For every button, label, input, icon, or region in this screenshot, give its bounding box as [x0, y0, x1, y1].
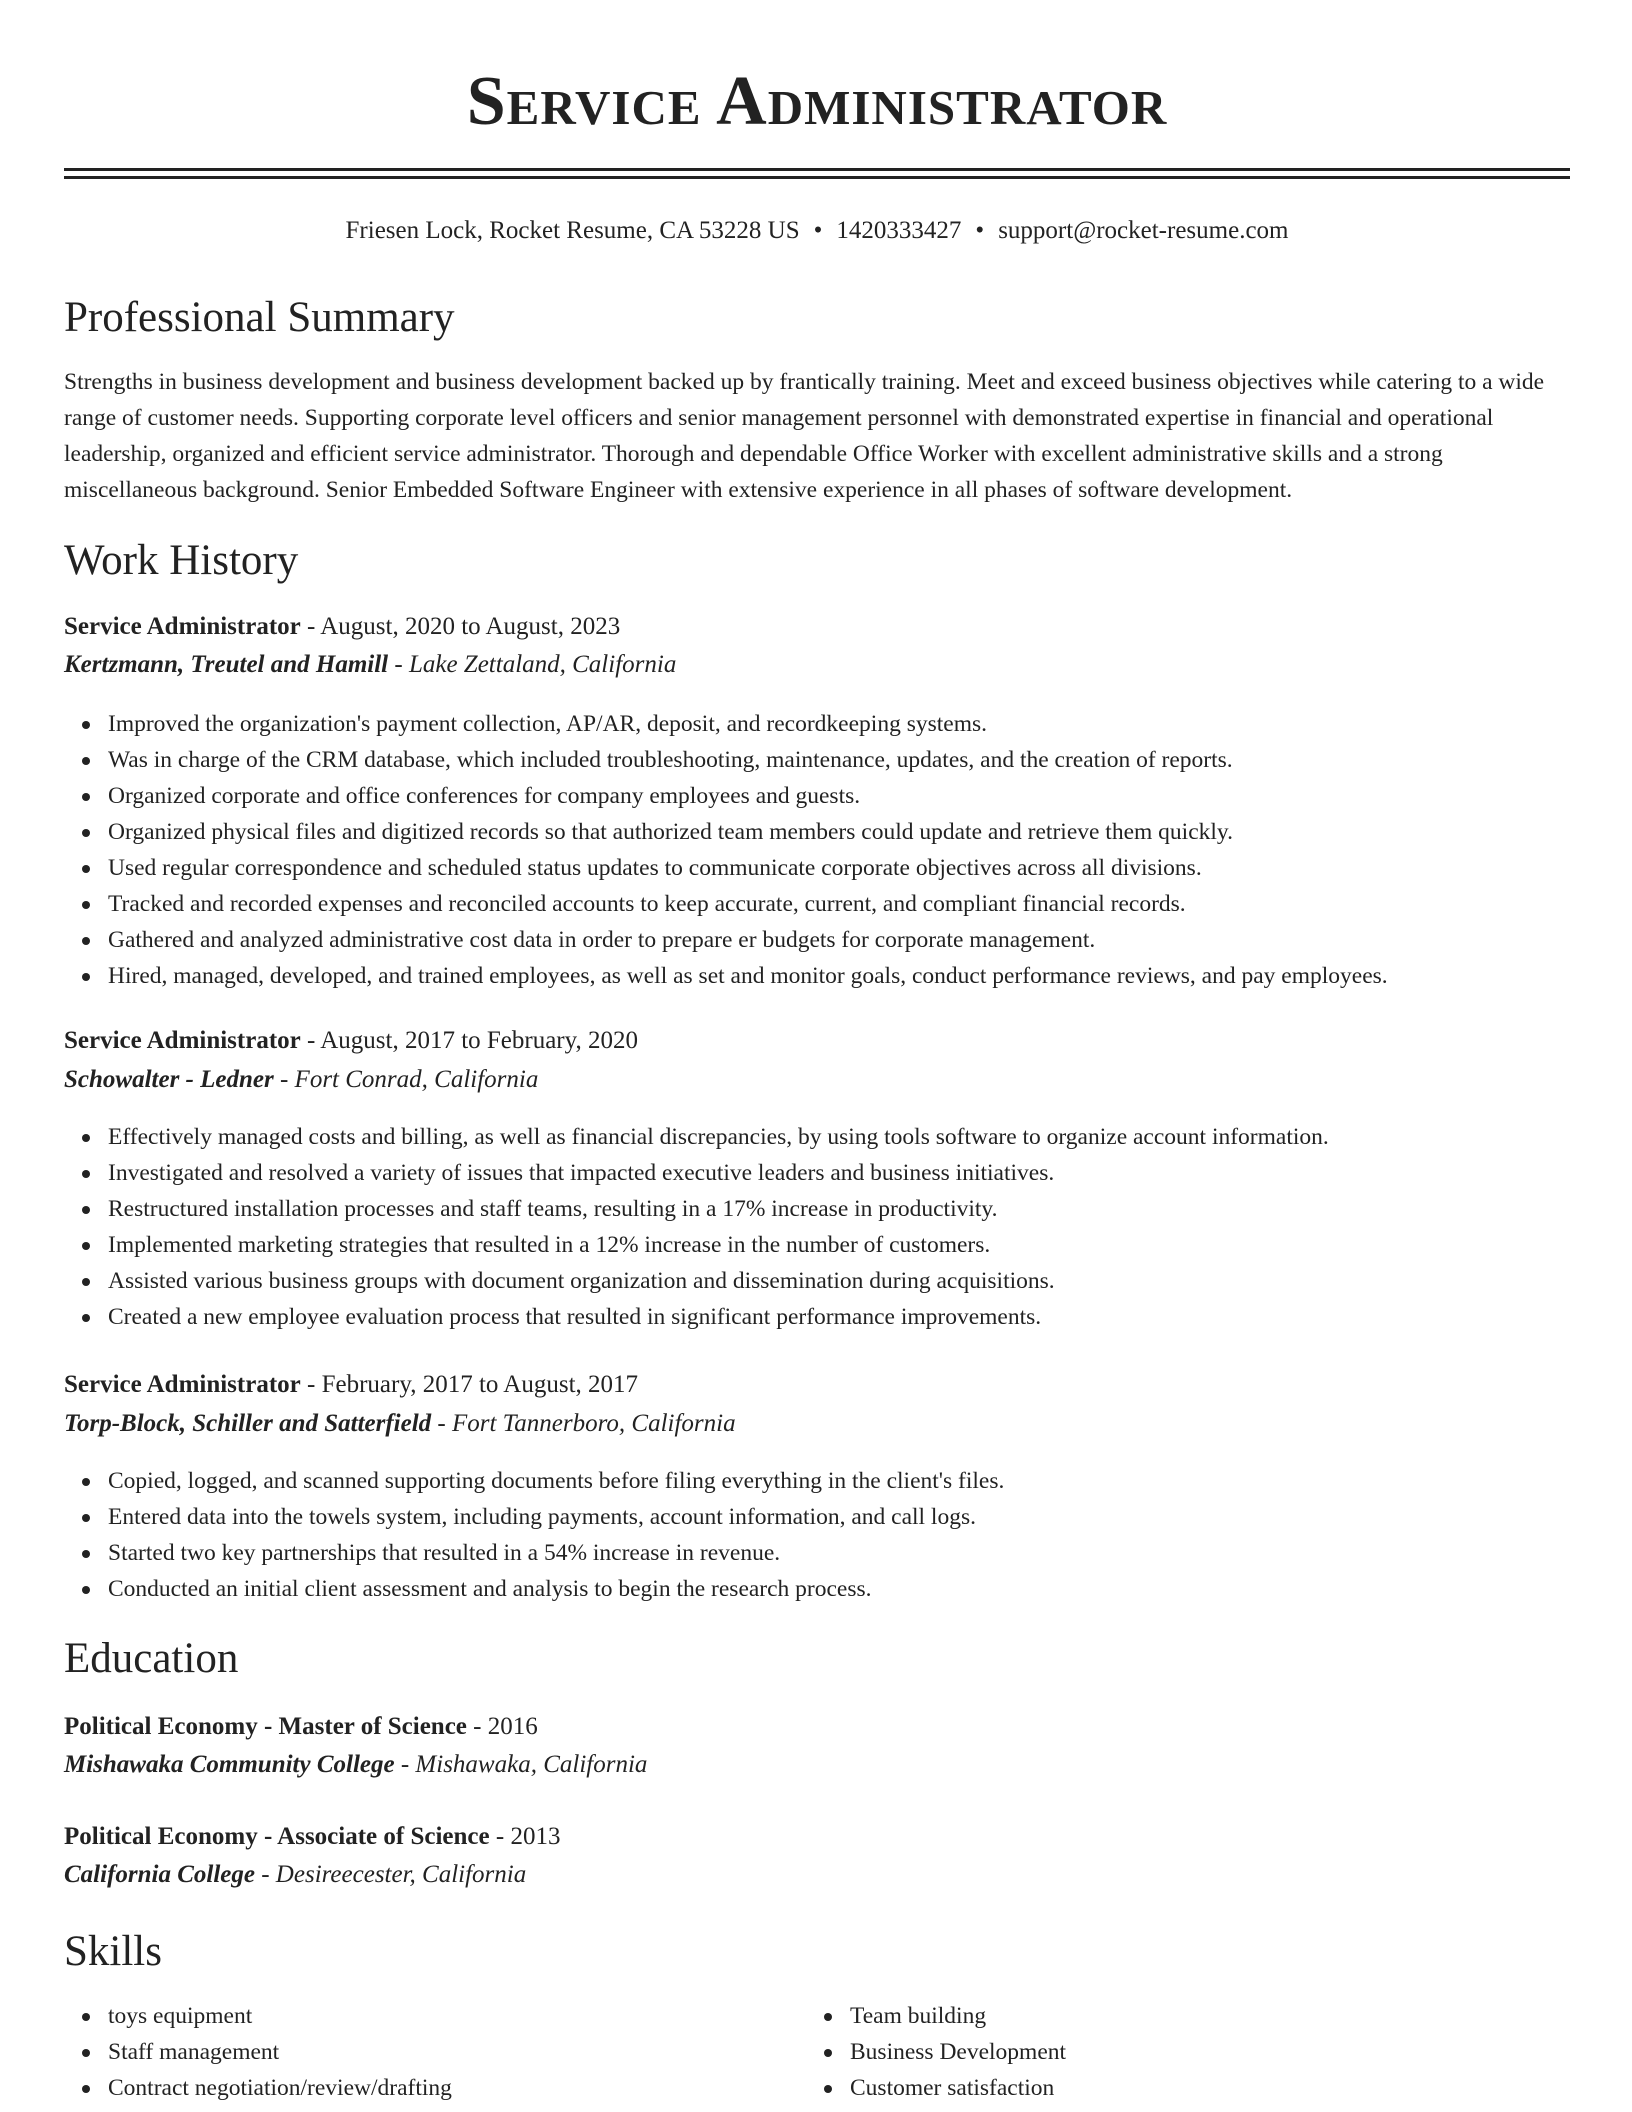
- job-organization: [64, 648, 676, 682]
- job-location: - Fort Tannerboro, California: [437, 1410, 736, 1437]
- resume-name-title: Service Administrator: [466, 63, 1168, 140]
- skill-item: Contract negotiation/review/drafting: [108, 2070, 452, 2106]
- list-item: Conducted an initial client assessment and analysis to begin the research process.: [108, 1571, 1004, 1607]
- contact-separator: •: [813, 217, 823, 244]
- skill-item: toys equipment: [108, 1998, 452, 2034]
- skills-list-right: [806, 1998, 1066, 2106]
- section-title-work-history: Work History: [64, 537, 299, 584]
- list-item: Organized physical files and digitized records so that authorized team members could update and retrieve them quickly.: [108, 814, 1388, 850]
- education-year: - 2016: [473, 1713, 538, 1740]
- job-organization: [64, 1063, 538, 1097]
- contact-address: Friesen Lock, Rocket Resume, CA 53228 US: [345, 217, 800, 244]
- job-heading: [64, 610, 620, 644]
- job-heading: [64, 1368, 638, 1402]
- education-location: - Desireecester, California: [261, 1861, 527, 1888]
- section-title-education: Education: [64, 1635, 239, 1682]
- job-heading: [64, 1024, 638, 1058]
- skills-list-left: [64, 1998, 452, 2106]
- list-item: Investigated and resolved a variety of issues that impacted executive leaders and business initiatives.: [108, 1155, 1329, 1191]
- list-item: Was in charge of the CRM database, which included troubleshooting, maintenance, updates, and the creation of reports.: [108, 742, 1388, 778]
- list-item: Tracked and recorded expenses and reconciled accounts to keep accurate, current, and compliant financial records.: [108, 886, 1388, 922]
- job-company: Torp-Block, Schiller and Satterfield: [64, 1410, 432, 1437]
- education-location: - Mishawaka, California: [400, 1751, 648, 1778]
- list-item: Gathered and analyzed administrative cost data in order to prepare er budgets for corporate management.: [108, 922, 1388, 958]
- education-institution: [64, 1748, 647, 1782]
- header-divider-bottom: [64, 176, 1570, 179]
- resume-page: [64, 0, 1570, 2101]
- education-school: California College: [64, 1861, 255, 1888]
- job-location: - Lake Zettaland, California: [394, 651, 677, 678]
- job-bullet-list: [64, 706, 1388, 994]
- contact-separator: •: [975, 217, 985, 244]
- job-organization: [64, 1407, 736, 1441]
- education-degree: Political Economy - Master of Science: [64, 1713, 467, 1740]
- skill-item: Customer satisfaction: [850, 2070, 1066, 2106]
- list-item: Hired, managed, developed, and trained employees, as well as set and monitor goals, conduct performance reviews, and pay employees.: [108, 958, 1388, 994]
- list-item: Entered data into the towels system, including payments, account information, and call logs.: [108, 1499, 1004, 1535]
- list-item: Created a new employee evaluation process that resulted in significant performance improvements.: [108, 1299, 1329, 1335]
- job-role: Service Administrator: [64, 1371, 301, 1398]
- education-heading: [64, 1710, 538, 1744]
- list-item: Implemented marketing strategies that resulted in a 12% increase in the number of customers.: [108, 1227, 1329, 1263]
- list-item: Started two key partnerships that resulted in a 54% increase in revenue.: [108, 1535, 1004, 1571]
- job-role: Service Administrator: [64, 1027, 301, 1054]
- education-year: - 2013: [495, 1823, 561, 1850]
- section-title-summary: Professional Summary: [64, 294, 455, 341]
- contact-email: support@rocket-resume.com: [998, 217, 1289, 244]
- skill-item: Team building: [850, 1998, 1066, 2034]
- list-item: Organized corporate and office conferences for company employees and guests.: [108, 778, 1388, 814]
- job-bullet-list: [64, 1463, 1004, 1607]
- list-item: Improved the organization's payment collection, AP/AR, deposit, and recordkeeping systems.: [108, 706, 1388, 742]
- skill-item: Business Development: [850, 2034, 1066, 2070]
- contact-line: [64, 214, 1570, 248]
- job-company: Schowalter - Ledner: [64, 1066, 274, 1093]
- education-degree: Political Economy - Associate of Science: [64, 1823, 490, 1850]
- header-divider-top: [64, 168, 1570, 171]
- job-dates: - August, 2017 to February, 2020: [307, 1027, 639, 1054]
- list-item: Copied, logged, and scanned supporting documents before filing everything in the client's files.: [108, 1463, 1004, 1499]
- skill-item: Staff management: [108, 2034, 452, 2070]
- list-item: Restructured installation processes and staff teams, resulting in a 17% increase in productivity.: [108, 1191, 1329, 1227]
- education-school: Mishawaka Community College: [64, 1751, 395, 1778]
- contact-phone: 1420333427: [836, 217, 962, 244]
- education-heading: [64, 1820, 560, 1854]
- job-location: - Fort Conrad, California: [279, 1066, 539, 1093]
- job-dates: - February, 2017 to August, 2017: [307, 1371, 639, 1398]
- list-item: Effectively managed costs and billing, as well as financial discrepancies, by using tools software to organize account information.: [108, 1119, 1329, 1155]
- list-item: Used regular correspondence and scheduled status updates to communicate corporate objectives across all divisions.: [108, 850, 1388, 886]
- job-bullet-list: [64, 1119, 1329, 1335]
- list-item: Assisted various business groups with document organization and dissemination during acquisitions.: [108, 1263, 1329, 1299]
- job-company: Kertzmann, Treutel and Hamill: [64, 651, 389, 678]
- job-dates: - August, 2020 to August, 2023: [307, 613, 621, 640]
- education-institution: [64, 1858, 526, 1892]
- section-title-skills: Skills: [64, 1928, 162, 1975]
- summary-text: Strengths in business development and business development backed up by frantically training. Meet and exceed business objectives while catering to a wide range of customer needs. Supporting corporate level officers and senior management personnel with demonstrated expertise in financial and operational leadership, organized and efficient service administrator. Thorough and dependable Office Worker with excellent administrative skills and a strong miscellaneous background. Senior Embedded Software Engineer with extensive experience in all phases of software development.: [64, 369, 1545, 503]
- job-role: Service Administrator: [64, 613, 301, 640]
